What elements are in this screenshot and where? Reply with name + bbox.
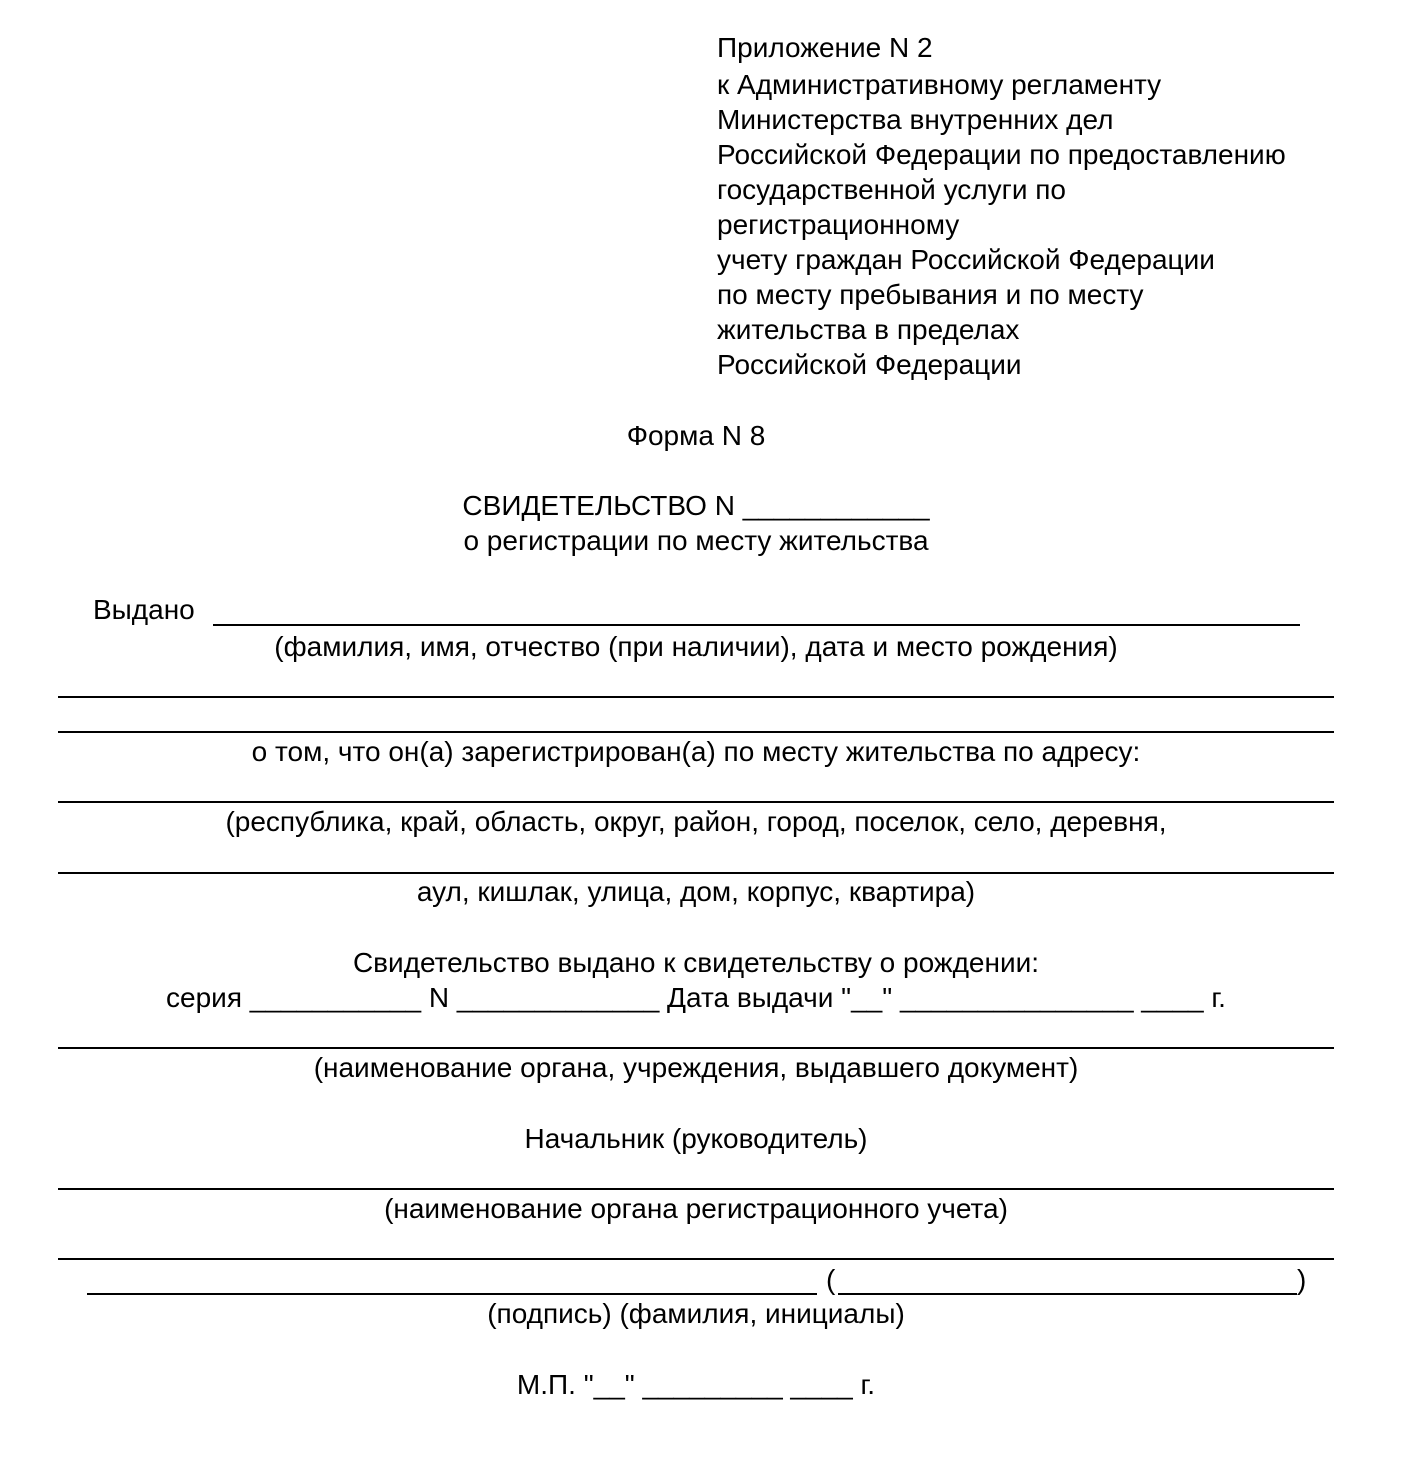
address-field-1[interactable] <box>58 801 1334 803</box>
chief-label: Начальник (руководитель) <box>524 1123 868 1154</box>
signature-caption: (подпись) (фамилия, инициалы) <box>487 1298 905 1329</box>
appendix-line: Российской Федерации по предоставлению <box>717 139 1286 170</box>
registration-body-field[interactable] <box>58 1188 1334 1190</box>
registered-text: о том, что он(а) зарегистрирован(а) по месту жительства по адресу: <box>251 736 1141 767</box>
issuer-caption: (наименование органа, учреждения, выдавшего документ) <box>313 1052 1079 1083</box>
stamp-date-line[interactable]: М.П. "__" _________ ____ г. <box>516 1369 876 1400</box>
appendix-line: учету граждан Российской Федерации <box>717 244 1215 275</box>
appendix-line: регистрационному <box>717 209 960 240</box>
appendix-line: Министерства внутренних дел <box>717 104 1114 135</box>
series-line[interactable]: серия ___________ N _____________ Дата выдачи "__" _______________ ____ г. <box>166 982 1226 1013</box>
address-caption-2: аул, кишлак, улица, дом, корпус, квартира) <box>416 876 976 907</box>
certificate-subtitle: о регистрации по месту жительства <box>463 525 929 556</box>
name-initials-field[interactable] <box>838 1293 1297 1295</box>
appendix-line: Российской Федерации <box>717 349 1022 380</box>
birth-cert-text: Свидетельство выдано к свидетельству о рождении: <box>352 947 1040 978</box>
appendix-line: по месту пребывания и по месту <box>717 279 1144 310</box>
issued-to-caption: (фамилия, имя, отчество (при наличии), дата и место рождения) <box>274 631 1118 662</box>
address-field-2[interactable] <box>58 872 1334 874</box>
appendix-line: к Административному регламенту <box>717 69 1162 100</box>
certificate-title: СВИДЕТЕЛЬСТВО N ____________ <box>462 490 930 521</box>
registration-body-field-2[interactable] <box>58 1258 1334 1260</box>
appendix-line: жительства в пределах <box>717 314 1020 345</box>
appendix-line: государственной услуги по <box>717 174 1066 205</box>
issuer-field[interactable] <box>58 1047 1334 1049</box>
issued-to-label: Выдано <box>93 594 195 625</box>
appendix-line: Приложение N 2 <box>717 32 933 63</box>
issued-to-field[interactable] <box>213 624 1300 626</box>
form-number: Форма N 8 <box>626 420 766 451</box>
name-close-paren: ) <box>1297 1264 1307 1295</box>
issued-to-field-line-2[interactable] <box>58 696 1334 698</box>
address-caption-1: (республика, край, область, округ, район, город, поселок, село, деревня, <box>225 806 1167 837</box>
issued-to-field-line-3[interactable] <box>58 731 1334 733</box>
registration-body-caption: (наименование органа регистрационного учета) <box>384 1193 1008 1224</box>
signature-field[interactable] <box>87 1293 817 1295</box>
name-open-paren: ( <box>826 1264 836 1295</box>
